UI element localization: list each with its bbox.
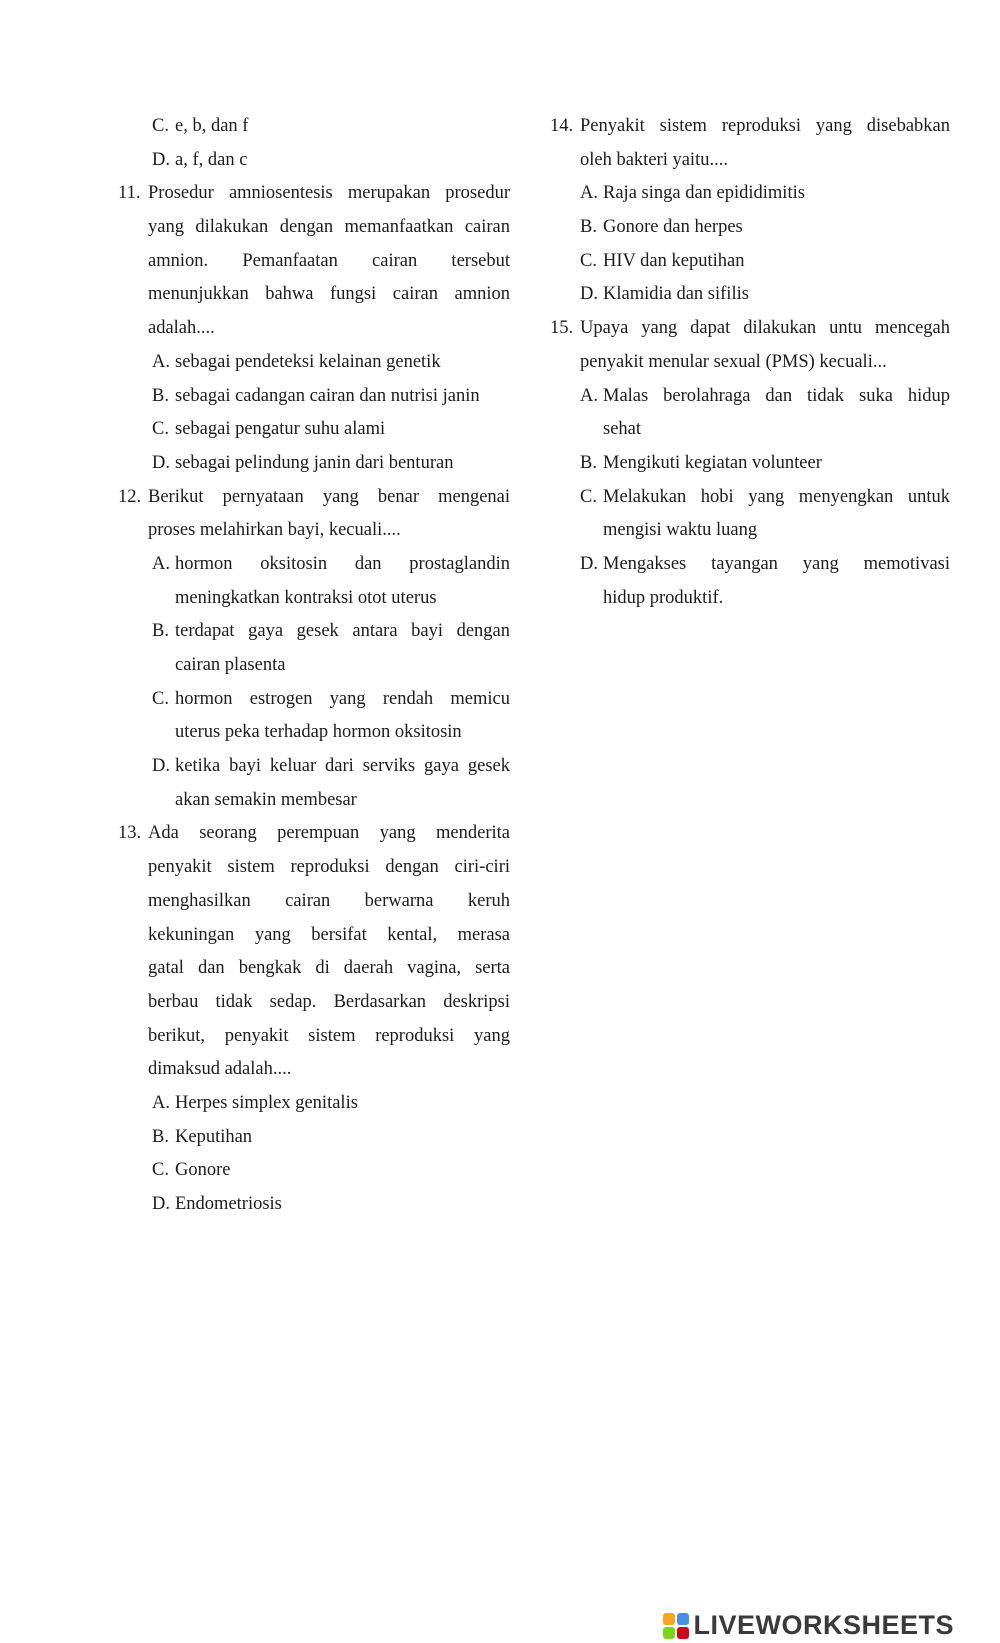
logo-square-2 — [677, 1613, 689, 1625]
question-text: berikut, penyakit sistem reproduksi yang — [148, 1025, 510, 1046]
option-text: Raja singa dan epididimitis — [603, 183, 805, 204]
question-text: proses melahirkan bayi, kecuali.... — [148, 520, 401, 541]
question-text: Ada seorang perempuan yang menderita — [148, 823, 510, 844]
question-start-line — [550, 110, 950, 144]
option-letter: D. — [152, 756, 170, 777]
option-text: sebagai pelindung janin dari benturan — [175, 452, 454, 473]
option-letter: A. — [152, 1092, 170, 1113]
left-column — [118, 110, 510, 1222]
option-text: e, b, dan f — [175, 116, 249, 136]
answer-option-continuation — [118, 784, 510, 818]
option-text: hormon estrogen yang rendah memicu — [175, 688, 510, 709]
question-continuation-line — [118, 885, 510, 919]
answer-option[interactable] — [118, 346, 510, 380]
option-letter: D. — [580, 284, 598, 305]
answer-option[interactable] — [118, 110, 510, 144]
question-text: penyakit sistem reproduksi dengan ciri-ciri — [148, 857, 510, 878]
option-text: sebagai pendeteksi kelainan genetik — [175, 351, 441, 372]
option-text: meningkatkan kontraksi otot uterus — [175, 587, 437, 608]
logo-square-1 — [663, 1613, 675, 1625]
question-text: penyakit menular sexual (PMS) kecuali... — [580, 351, 887, 372]
liveworksheets-logo-icon — [663, 1613, 689, 1639]
option-text: cairan plasenta — [175, 655, 286, 675]
option-letter: A. — [152, 553, 170, 574]
option-text: Melakukan hobi yang menyengkan untuk — [603, 486, 950, 507]
answer-option-continuation — [550, 582, 950, 616]
option-letter: C. — [152, 1160, 169, 1181]
option-letter: A. — [580, 183, 598, 204]
answer-option[interactable] — [550, 177, 950, 211]
option-text: terdapat gaya gesek antara bayi dengan — [175, 621, 510, 642]
answer-option[interactable] — [550, 447, 950, 481]
option-letter: C. — [152, 116, 169, 136]
option-letter: B. — [152, 385, 169, 406]
question-number: 12. — [118, 486, 142, 507]
question-continuation-line — [550, 144, 950, 178]
question-text: oleh bakteri yaitu.... — [580, 149, 728, 170]
question-text: kekuningan yang bersifat kental, merasa — [148, 924, 510, 945]
question-text: Berikut pernyataan yang benar mengenai — [148, 486, 510, 507]
question-continuation-line — [118, 986, 510, 1020]
answer-option[interactable] — [118, 548, 510, 582]
option-text: uterus peka terhadap hormon oksitosin — [175, 722, 462, 743]
question-text: Prosedur amniosentesis merupakan prosedur — [148, 183, 510, 204]
answer-option-continuation — [118, 716, 510, 750]
question-text: Penyakit sistem reproduksi yang disebabkan — [580, 116, 950, 136]
question-text: adalah.... — [148, 318, 215, 339]
option-text: ketika bayi keluar dari serviks gaya gesek — [175, 756, 510, 777]
question-continuation-line — [118, 514, 510, 548]
option-letter: D. — [152, 452, 170, 473]
answer-option[interactable] — [118, 615, 510, 649]
option-text: a, f, dan c — [175, 149, 248, 170]
answer-option[interactable] — [550, 211, 950, 245]
option-letter: B. — [152, 621, 169, 642]
answer-option-continuation — [550, 514, 950, 548]
question-continuation-line — [118, 952, 510, 986]
option-text: Klamidia dan sifilis — [603, 284, 749, 305]
question-continuation-line — [118, 851, 510, 885]
answer-option[interactable] — [118, 750, 510, 784]
question-text: gatal dan bengkak di daerah vagina, serta — [148, 958, 510, 979]
option-text: Malas berolahraga dan tidak suka hidup — [603, 385, 950, 406]
option-text: Gonore dan herpes — [603, 217, 743, 238]
answer-option[interactable] — [550, 548, 950, 582]
option-text: Mengikuti kegiatan volunteer — [603, 452, 822, 473]
question-number: 11. — [118, 183, 141, 204]
logo-text: LIVEWORKSHEETS — [693, 1610, 954, 1640]
option-letter: D. — [580, 553, 598, 574]
option-text: Mengakses tayangan yang memotivasi — [603, 553, 950, 574]
question-continuation-line — [118, 919, 510, 953]
answer-option[interactable] — [118, 683, 510, 717]
option-text: sebagai cadangan cairan dan nutrisi janin — [175, 385, 480, 406]
answer-option[interactable] — [118, 144, 510, 178]
option-text: akan semakin membesar — [175, 789, 357, 810]
question-text: berbau tidak sedap. Berdasarkan deskripsi — [148, 991, 510, 1012]
option-letter: C. — [580, 250, 597, 271]
question-number: 13. — [118, 823, 142, 844]
option-text: Gonore — [175, 1160, 231, 1181]
answer-option[interactable] — [118, 1121, 510, 1155]
option-letter: B. — [152, 1126, 169, 1147]
question-start-line — [118, 817, 510, 851]
question-start-line — [118, 481, 510, 515]
question-continuation-line — [118, 1020, 510, 1054]
question-text: menunjukkan bahwa fungsi cairan amnion — [148, 284, 510, 305]
answer-option[interactable] — [118, 1154, 510, 1188]
answer-option[interactable] — [118, 1188, 510, 1222]
question-text: Upaya yang dapat dilakukan untu mencegah — [580, 318, 950, 339]
answer-option-continuation — [550, 413, 950, 447]
option-text: Endometriosis — [175, 1194, 282, 1214]
answer-option-continuation — [118, 649, 510, 683]
option-text: hidup produktif. — [603, 587, 724, 608]
option-letter: C. — [580, 486, 597, 507]
answer-option[interactable] — [118, 380, 510, 414]
answer-option[interactable] — [550, 278, 950, 312]
question-continuation-line — [118, 211, 510, 245]
option-letter: A. — [580, 385, 598, 406]
option-letter: D. — [152, 149, 170, 170]
question-text: dimaksud adalah.... — [148, 1059, 292, 1080]
option-letter: B. — [580, 452, 597, 473]
question-continuation-line — [118, 245, 510, 279]
question-continuation-line — [550, 346, 950, 380]
question-continuation-line — [118, 1053, 510, 1087]
answer-option[interactable] — [550, 245, 950, 279]
question-text: amnion. Pemanfaatan cairan tersebut — [148, 250, 510, 271]
option-letter: C. — [152, 688, 169, 709]
right-column — [550, 110, 950, 615]
option-text: sehat — [603, 419, 642, 440]
option-letter: D. — [152, 1194, 170, 1214]
question-number: 14. — [550, 116, 574, 136]
question-text: menghasilkan cairan berwarna keruh — [148, 890, 510, 911]
option-text: Keputihan — [175, 1126, 253, 1147]
option-text: HIV dan keputihan — [603, 250, 745, 271]
answer-option[interactable] — [550, 481, 950, 515]
liveworksheets-logo[interactable] — [663, 1610, 954, 1641]
answer-option[interactable] — [118, 1087, 510, 1121]
option-letter: B. — [580, 217, 597, 238]
option-text: Herpes simplex genitalis — [175, 1092, 358, 1113]
option-letter: A. — [152, 351, 170, 372]
option-letter: C. — [152, 419, 169, 440]
question-number: 15. — [550, 318, 574, 339]
question-text: yang dilakukan dengan memanfaatkan cairan — [148, 217, 510, 238]
answer-option[interactable] — [550, 380, 950, 414]
logo-square-4 — [677, 1627, 689, 1639]
question-continuation-line — [118, 312, 510, 346]
answer-option-continuation — [118, 582, 510, 616]
answer-option[interactable] — [118, 447, 510, 481]
option-text: sebagai pengatur suhu alami — [175, 419, 386, 440]
question-start-line — [118, 177, 510, 211]
answer-option[interactable] — [118, 413, 510, 447]
option-text: mengisi waktu luang — [603, 520, 758, 541]
logo-square-3 — [663, 1627, 675, 1639]
question-continuation-line — [118, 278, 510, 312]
option-text: hormon oksitosin dan prostaglandin — [175, 553, 510, 574]
question-start-line — [550, 312, 950, 346]
